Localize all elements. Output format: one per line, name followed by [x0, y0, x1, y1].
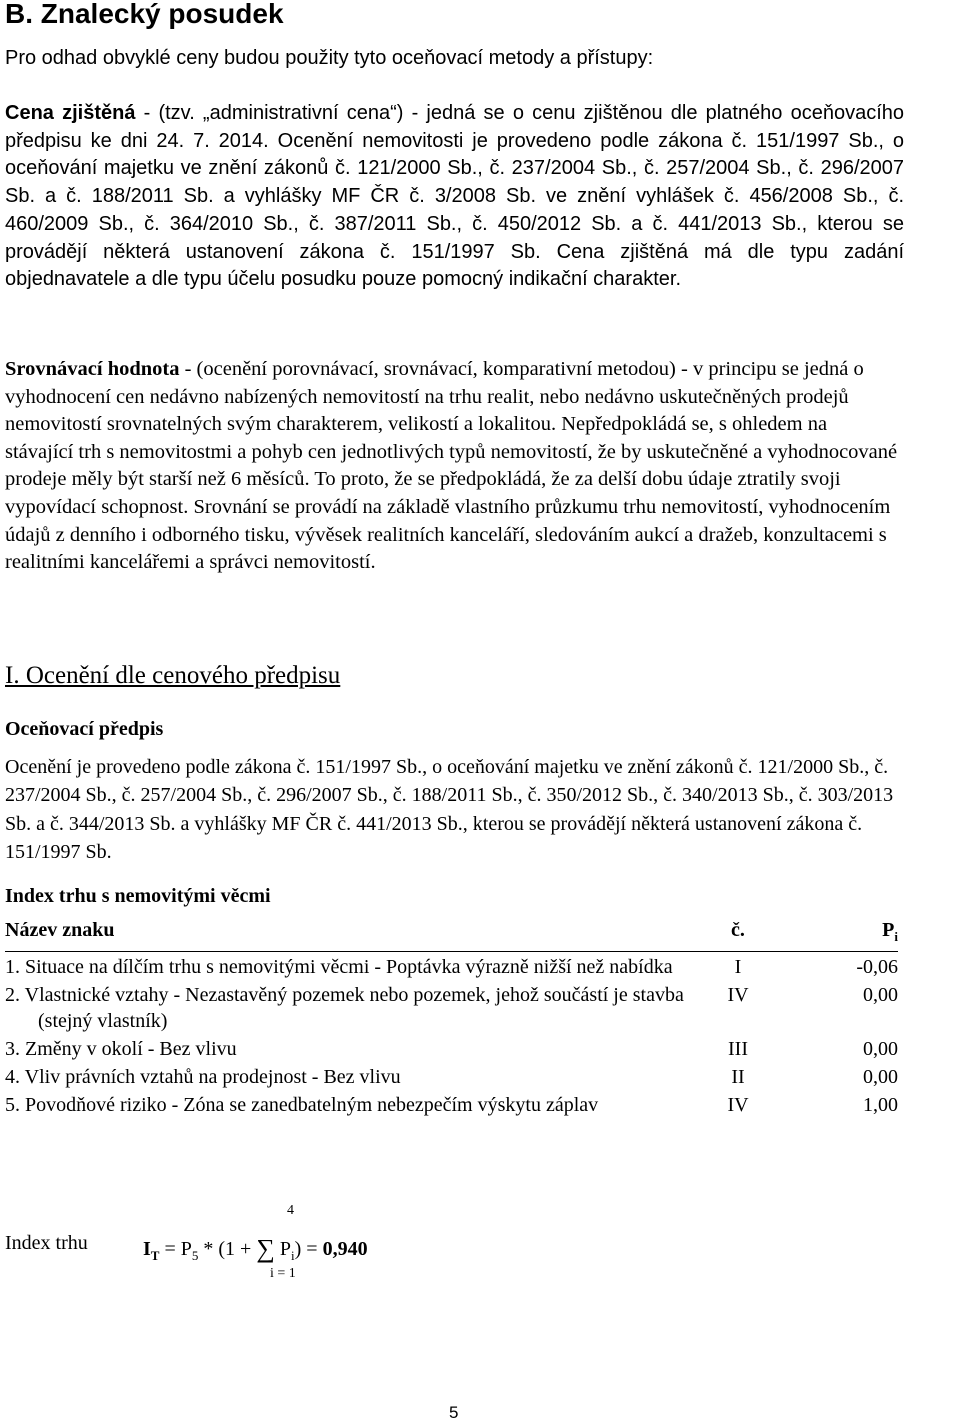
- table-row: [5, 1062, 898, 1090]
- row-name: 5. Povodňové riziko - Zóna se zanedbatelným nebezpečím výskytu záplav: [5, 1094, 599, 1116]
- ocenovaci-predpis-heading: Oceňovací předpis: [5, 718, 164, 740]
- formula-lhs: [143, 1238, 160, 1263]
- col-header-name: Název znaku: [5, 917, 703, 952]
- row-p: 0,00: [863, 1066, 898, 1088]
- srovnavaci-hodnota-paragraph: [5, 356, 900, 577]
- table-row: [5, 952, 898, 981]
- formula-close: ) =: [294, 1238, 323, 1260]
- cena-zjistena-label: Cena zjištěná: [5, 102, 136, 124]
- row-name: 1. Situace na dílčím trhu s nemovitými věcmi - Poptávka výrazně nižší než nabídka: [5, 956, 673, 978]
- cena-zjistena-text: - (tzv. „administrativní cena“) - jedná se o cenu zjištěnou dle platného oceňovacího předpisu ke dni 24. 7. 2014. Ocenění nemovitosti je provedeno podle zákona č. 151/1997 Sb., o oceňování majetku ve znění zákonů č. 121/2000 Sb., č. 237/2004 Sb., č. 257/2004 Sb., č. 296/2007 Sb. a č. 188/2011 Sb. a vyhlášky MF ČR č. 3/2008 Sb. ve znění vyhlášek č. 456/2008 Sb., č. 460/2009 Sb., č. 364/2010 Sb., č. 387/2011 Sb., č. 450/2012 Sb. a č. 441/2013 Sb., kterou se provádějí některá ustanovení zákona č. 151/1997 Sb. Cena zjištěná má dle typu zadání objednavatele a dle typu účelu posudku pouze pomocný indikační charakter.: [5, 102, 904, 291]
- page-number: 5: [449, 1403, 459, 1422]
- table-row: [5, 1034, 898, 1062]
- srovnavaci-hodnota-label: Srovnávací hodnota: [5, 358, 180, 380]
- row-p: 1,00: [863, 1094, 898, 1116]
- col-header-p-sub: i: [894, 929, 898, 944]
- formula-pi-sub: i: [291, 1248, 295, 1263]
- formula-middle: * (1 +: [198, 1238, 257, 1260]
- formula-label: Index trhu: [5, 1232, 88, 1254]
- row-p: 0,00: [863, 984, 898, 1006]
- srovnavaci-hodnota-text: - (ocenění porovnávací, srovnávací, komparativní metodou) - v principu se jedná o vyhodnocení cen nedávno nabízených nemovitostí na trhu realit, nebo nedávno uskutečněných prodejů nemovitostí srovnatelných svým charakterem, velikostí a lokalitou. Nepředpokládá se, s ohledem na stávající trh s nemovitostmi a pohyb cen jednotlivých typů nemovitostí, že by uskutečněné a vyhodnocované prodeje měly být starší než 6 měsíců. To proto, že se předpokládá, že za delší dobu údaje ztratily svoji vypovídací schopnost. Srovnání se provádí na základě vlastního průzkumu trhu nemovitostí, vyhodnocením údajů z denního i odborného tisku, vývěsek realitních kanceláří, sledováním aukcí a dražeb, konzultacemi s realitními kancelářemi a správci nemovitostí.: [5, 358, 898, 574]
- sum-upper-limit: 4: [287, 1203, 294, 1218]
- table-row: [5, 1090, 898, 1118]
- formula-result: 0,940: [322, 1238, 368, 1260]
- row-p: -0,06: [856, 956, 898, 978]
- formula-lhs-sub: T: [150, 1248, 160, 1263]
- formula-lhs-letter: I: [143, 1238, 151, 1260]
- index-table-header-row: [5, 917, 898, 952]
- col-header-p-letter: P: [882, 919, 895, 941]
- formula-p5: P: [180, 1238, 192, 1260]
- col-header-p: [773, 917, 898, 952]
- index-formula: [5, 1200, 605, 1290]
- section-title: I. Ocenění dle cenového předpisu: [5, 662, 341, 689]
- row-no: I: [734, 956, 742, 978]
- table-row: [5, 980, 898, 1034]
- page-heading: B. Znalecký posudek: [5, 0, 284, 29]
- cena-zjistena-paragraph: [5, 100, 904, 294]
- sum-lower-limit: i = 1: [270, 1266, 296, 1281]
- index-trhu-heading: Index trhu s nemovitými věcmi: [5, 885, 271, 907]
- row-p: 0,00: [863, 1038, 898, 1060]
- intro-paragraph: Pro odhad obvyklé ceny budou použity tyto oceňovací metody a přístupy:: [5, 47, 654, 69]
- row-no: IV: [727, 1094, 749, 1116]
- col-header-no: č.: [703, 917, 773, 952]
- row-no: II: [731, 1066, 745, 1088]
- row-no: III: [728, 1038, 748, 1060]
- formula-expression: $I_T = P_5 * (1$ + ∑ $P_i) = 0,940$: [143, 1234, 368, 1263]
- row-name: 4. Vliv právních vztahů na prodejnost - Bez vlivu: [5, 1066, 401, 1088]
- row-no: IV: [727, 984, 749, 1006]
- sum-sigma-icon: ∑: [256, 1234, 275, 1263]
- row-name: 3. Změny v okolí - Bez vlivu: [5, 1038, 237, 1060]
- ocenovaci-predpis-text: Ocenění je provedeno podle zákona č. 151/1997 Sb., o oceňování majetku ve znění zákonů č. 121/2000 Sb., č. 237/2004 Sb., č. 257/2004 Sb., č. 296/2007 Sb., č. 188/2011 Sb., č. 350/2012 Sb., č. 340/2013 Sb., č. 303/2013 Sb. a č. 344/2013 Sb. a vyhlášky MF ČR č. 441/2013 Sb., kterou se provádějí některá ustanovení zákona č. 151/1997 Sb.: [5, 756, 894, 863]
- formula-pi: P: [274, 1238, 291, 1260]
- row-name: 2. Vlastnické vztahy - Nezastavěný pozemek nebo pozemek, jehož součástí je stavba (stejný vlastník): [5, 984, 684, 1032]
- formula-p5-sub: 5: [191, 1248, 199, 1263]
- index-table: [5, 917, 898, 1118]
